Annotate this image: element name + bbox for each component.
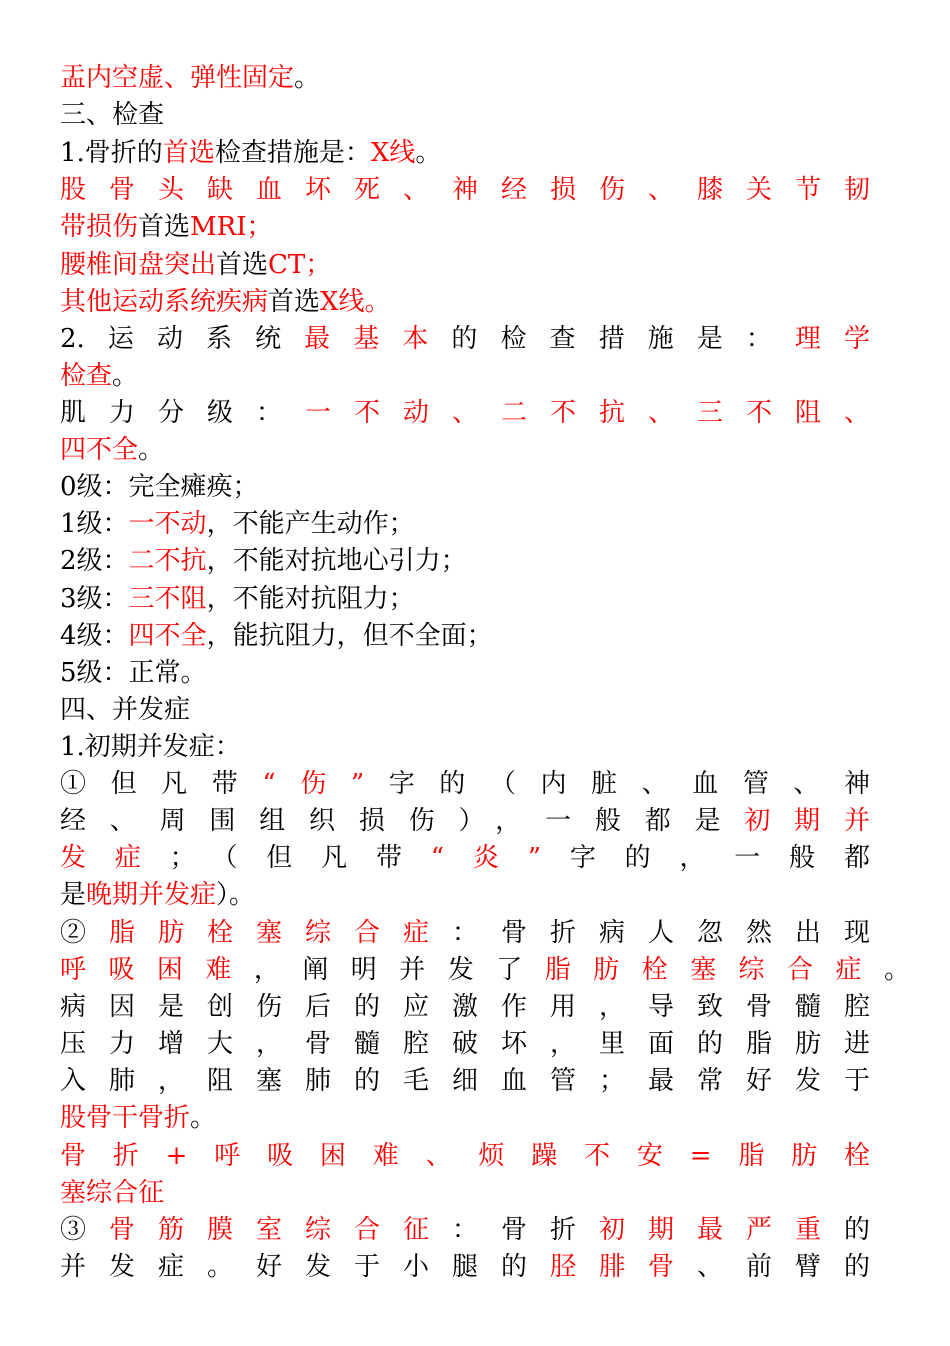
text-run: 、前臂的 [696,1252,870,1282]
text-line [60,398,870,428]
text-run: ，不能对抗阻力； [206,584,415,614]
text-run: 。 [190,1103,217,1133]
text-run: 脂肪栓塞综合症 [109,918,452,948]
text-line [60,250,870,280]
text-line [60,63,870,93]
text-run: ，能抗阻力，但不全面； [206,621,493,651]
text-run: 肌力分级： [60,398,305,428]
text-run: 1.骨折的 [60,138,163,168]
text-run: 。 [883,955,910,985]
text-line [60,324,870,354]
text-run: 四、并发症 [60,695,191,725]
text-run: ，阐明并发了 [253,955,545,985]
text-run: 呼吸困难 [60,955,254,985]
text-line [60,1252,870,1282]
text-run: 三、检查 [60,100,165,130]
text-run: 理学 [794,324,870,354]
text-run: 字的（内脏、血管、神 [364,769,870,799]
text-line [60,584,870,614]
text-run: 0级：完全瘫痪； [60,472,259,502]
text-run: 经、周围组织损伤），一般都是 [60,806,745,836]
text-run: ，不能对抗地心引力； [206,546,467,576]
text-run: 是 [60,880,87,910]
text-run: “炎” [430,843,542,873]
text-run: 四不全 [128,621,207,651]
text-run: ：骨折病人忽然出现 [451,918,870,948]
text-run: 首选 [162,138,215,168]
text-line [60,806,870,836]
text-run: “伤” [262,769,365,799]
text-line [60,509,870,539]
text-run: 最基本 [304,324,452,354]
text-run: 盂内空虚、弹性固定 [60,63,295,93]
text-run: ，不能产生动作； [206,509,415,539]
text-run: X线 [370,138,416,168]
text-run: 。 [415,138,442,168]
text-run: 检查 [60,361,113,391]
text-run: 一不动 [128,509,207,539]
text-run: 股骨头缺血坏死、神经损伤、膝关节韧 [60,175,870,205]
text-line [60,212,870,242]
text-line [60,955,910,985]
text-run: 2.运动系统 [60,324,305,354]
text-run: 晚期并发症 [86,880,217,910]
text-run: 塞综合征 [60,1178,165,1208]
text-line [60,361,870,391]
text-run: 脂肪栓塞综合症 [544,955,884,985]
text-run: ①但凡带 [60,769,263,799]
text-line [60,1215,870,1245]
text-run: ）。 [216,880,256,910]
text-run: 初期并 [744,806,870,836]
text-line [60,658,870,688]
text-run: 首选 [138,212,191,242]
text-run: 的 [843,1215,870,1245]
text-run: 1级： [60,509,129,539]
text-line [60,992,870,1022]
text-run: MRI； [190,212,273,242]
text-run: CT； [268,250,332,280]
text-line [60,880,870,910]
text-run: 骨折+呼吸困难、烦躁不安=脂肪栓 [60,1141,870,1171]
section-heading-complications [60,695,870,725]
text-line [60,621,870,651]
text-line [60,1029,870,1059]
text-run: ：骨折 [451,1215,599,1245]
text-run: 发症 [60,843,170,873]
text-line [60,732,870,762]
text-run: ③ [60,1215,109,1245]
text-line [60,472,870,502]
text-run: 。 [112,361,139,391]
text-run: 的检查措施是： [451,324,795,354]
text-line [60,175,870,205]
text-run: 带损伤 [60,212,139,242]
text-run: 二不抗 [128,546,207,576]
text-line [60,138,870,168]
text-run: 1.初期并发症： [60,732,241,762]
text-line [60,546,870,576]
text-run: 字的，一般都 [541,843,870,873]
text-run: 入肺，阻塞肺的毛细血管；最常好发于 [60,1066,870,1096]
text-line [60,1066,870,1096]
text-line [60,769,870,799]
text-run: 四不全 [60,435,139,465]
text-run: 胫腓骨 [549,1252,697,1282]
section-heading-examination [60,100,870,130]
text-run: ② [60,918,109,948]
text-run: 股骨干骨折 [60,1103,191,1133]
text-run: 首选 [268,287,321,317]
text-line [60,1141,870,1171]
text-line [60,1178,870,1208]
text-line [60,843,870,873]
text-run: 首选 [216,250,269,280]
text-line [60,1103,870,1133]
text-run: 4级： [60,621,129,651]
text-run: 5级：正常。 [60,658,207,688]
text-run: 。 [138,435,165,465]
text-run: 骨筋膜室综合征 [109,1215,452,1245]
text-run: 2级： [60,546,129,576]
text-run: 一不动、二不抗、三不阻、 [305,398,870,428]
text-run: 三不阻 [128,584,207,614]
text-line [60,287,870,317]
text-run: ；（但凡带 [169,843,431,873]
text-line [60,918,870,948]
text-run: X线。 [320,287,391,317]
text-run: 3级： [60,584,129,614]
text-run: 并发症。好发于小腿的 [60,1252,550,1282]
text-run: 检查措施是： [214,138,371,168]
text-run: 腰椎间盘突出 [60,250,217,280]
text-run: 病因是创伤后的应激作用，导致骨髓腔 [60,992,870,1022]
text-line [60,435,870,465]
text-run: 其他运动系统疾病 [60,287,269,317]
text-run: 压力增大，骨髓腔破坏，里面的脂肪进 [60,1029,870,1059]
text-run: 初期最严重 [598,1215,844,1245]
text-run: 。 [294,63,321,93]
